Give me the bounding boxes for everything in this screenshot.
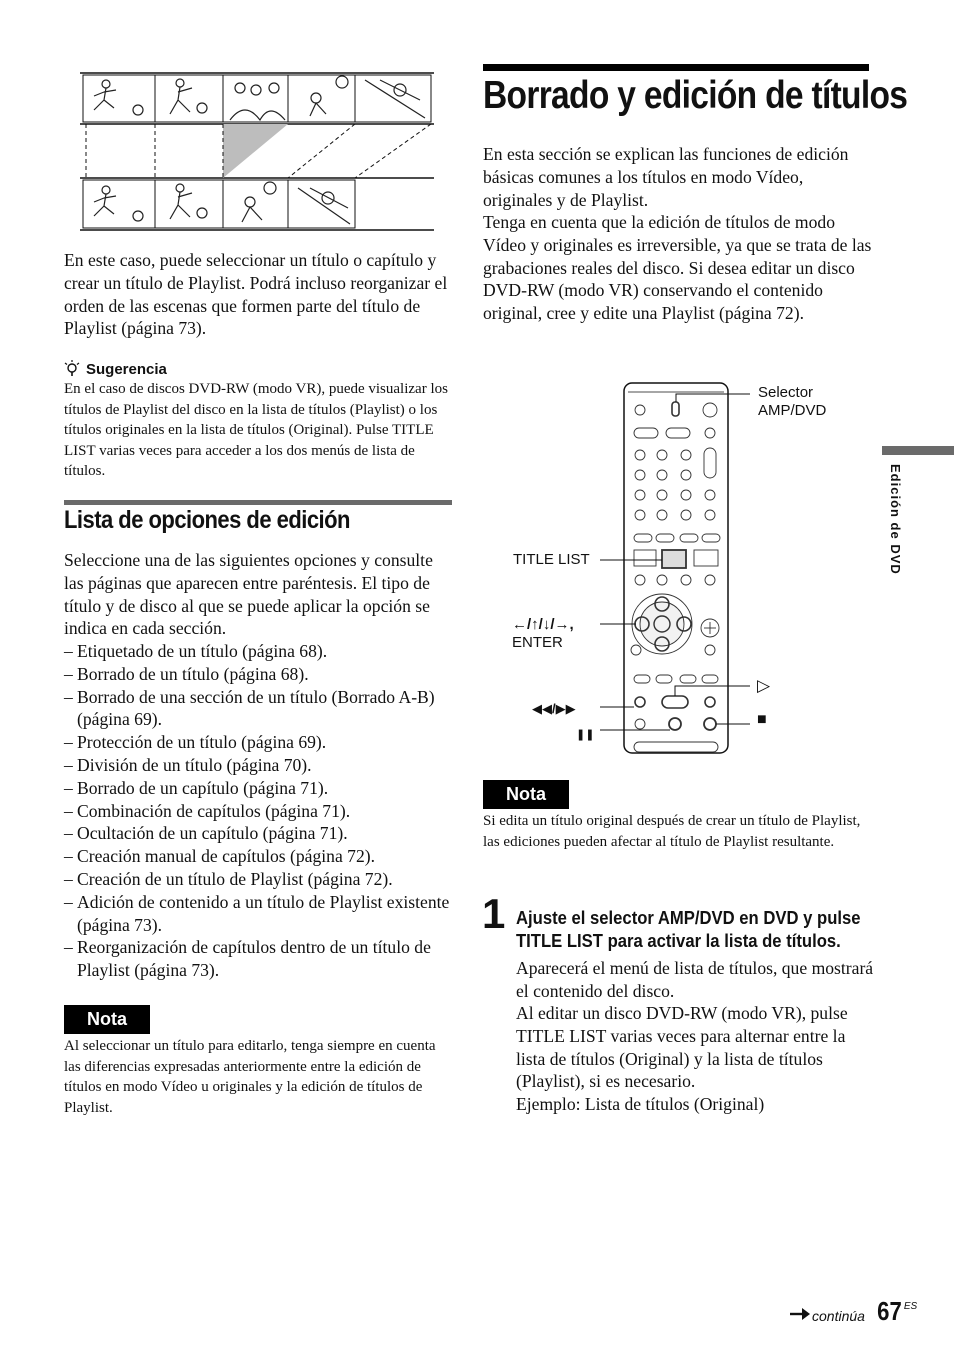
heading-rule bbox=[483, 64, 869, 71]
stop-symbol: ■ bbox=[757, 711, 767, 728]
continues-label: continúa bbox=[812, 1308, 865, 1324]
list-item: – Protección de un título (página 69). bbox=[64, 731, 454, 754]
note-badge-right: Nota bbox=[483, 780, 569, 809]
step-heading: Ajuste el selector AMP/DVD en DVD y pulse TITLE LIST para activar la lista de títulos. bbox=[516, 907, 861, 951]
list-item: – Ocultación de un capítulo (página 71). bbox=[64, 822, 454, 845]
list-item: – Adición de contenido a un título de Playlist existente (página 73). bbox=[64, 891, 454, 937]
list-item: – División de un título (página 70). bbox=[64, 754, 454, 777]
lightbulb-icon bbox=[64, 360, 80, 378]
section-rule bbox=[64, 500, 452, 505]
list-item: – Borrado de una sección de un título (Borrado A-B) (página 69). bbox=[64, 686, 454, 732]
filmstrip-illustration bbox=[80, 70, 436, 234]
play-symbol: ▷ bbox=[757, 676, 771, 695]
right-intro-1: En esta sección se explican las funciones de edición básicas comunes a los títulos en modo Vídeo, originales y de Playlist. bbox=[483, 144, 849, 210]
page-suffix: ES bbox=[903, 1301, 918, 1312]
list-item: – Reorganización de capítulos dentro de un título de Playlist (página 73). bbox=[64, 936, 454, 982]
enter-label: ENTER bbox=[512, 634, 563, 651]
step-text-2: Al editar un disco DVD-RW (modo VR), pulse TITLE LIST varias veces para alternar entre la lista de títulos (Original) y la lista de títulos (Playlist), si es necesario. bbox=[516, 1003, 848, 1092]
note-text-right: Si edita un título original después de crear un título de Playlist, las ediciones pueden afectar al título de Playlist resultante. bbox=[483, 813, 861, 850]
list-item: – Borrado de un título (página 68). bbox=[64, 663, 454, 686]
list-item: – Creación de un título de Playlist (página 72). bbox=[64, 868, 454, 891]
step-text-3: Ejemplo: Lista de títulos (Original) bbox=[516, 1094, 765, 1114]
pause-symbol: ❚❚ bbox=[576, 729, 595, 741]
selector-label: Selector AMP/DVD bbox=[758, 384, 827, 419]
section-heading: Lista de opciones de edición bbox=[64, 506, 350, 534]
step-number: 1 bbox=[482, 890, 506, 937]
list-item: – Combinación de capítulos (página 71). bbox=[64, 800, 454, 823]
side-tab-label: Edición de DVD bbox=[888, 464, 903, 575]
list-item: – Borrado de un capítulo (página 71). bbox=[64, 777, 454, 800]
arrows-label: ←/↑/↓/→, bbox=[512, 616, 574, 633]
playlist-strip bbox=[80, 178, 434, 230]
tip-text: En el caso de discos DVD-RW (modo VR), puede visualizar los títulos de Playlist del disco en la lista de títulos (Playlist) o los títulos originales en la lista de títulos (Original). Pulse TITLE LIST varias veces para acceder a los dos menús de lista de títulos. bbox=[64, 381, 448, 480]
remote-control-illustration bbox=[600, 380, 780, 756]
intro-paragraph: En este caso, puede seleccionar un título o capítulo y crear un título de Playlist. Podrá incluso reorganizar el orden de las escenas que formen parte del título de Playlist (página 73). bbox=[64, 250, 448, 339]
page-footer bbox=[790, 1298, 917, 1324]
page-title: Borrado y edición de títulos bbox=[483, 74, 908, 117]
step-text-1: Aparecerá el menú de lista de títulos, que mostrará el contenido del disco. bbox=[516, 958, 874, 1001]
skip-symbols: ◀◀/▶▶ bbox=[532, 701, 576, 716]
right-intro-2: Tenga en cuenta que la edición de títulos de modo Vídeo y originales es irreversible, ya que se trata de las grabaciones reales del disco. Si desea editar un disco DVD-RW (modo VR) conservando el contenido original, cree y edite una Playlist (página 72). bbox=[483, 212, 872, 324]
list-item: – Etiquetado de un título (página 68). bbox=[64, 640, 454, 663]
tip-block bbox=[64, 360, 452, 482]
note-badge-left: Nota bbox=[64, 1005, 150, 1034]
arrow-right-icon bbox=[790, 1307, 810, 1321]
tip-title: Sugerencia bbox=[86, 360, 167, 378]
side-tab-bar bbox=[882, 446, 954, 455]
edit-options-list bbox=[64, 640, 454, 982]
title-list-label: TITLE LIST bbox=[513, 551, 590, 568]
note-text-left: Al seleccionar un título para editarlo, tenga siempre en cuenta las diferencias expresadas anteriormente entre la edición de títulos en modo Vídeo u originales y la edición de títulos de Playlist. bbox=[64, 1038, 436, 1116]
section-intro: Seleccione una de las siguientes opciones y consulte las páginas que aparecen entre paréntesis. El tipo de título y de disco al que se puede aplicar la opción se indica en cada sección. bbox=[64, 550, 433, 639]
page-number: 67 bbox=[877, 1296, 902, 1326]
list-item: – Creación manual de capítulos (página 72). bbox=[64, 845, 454, 868]
